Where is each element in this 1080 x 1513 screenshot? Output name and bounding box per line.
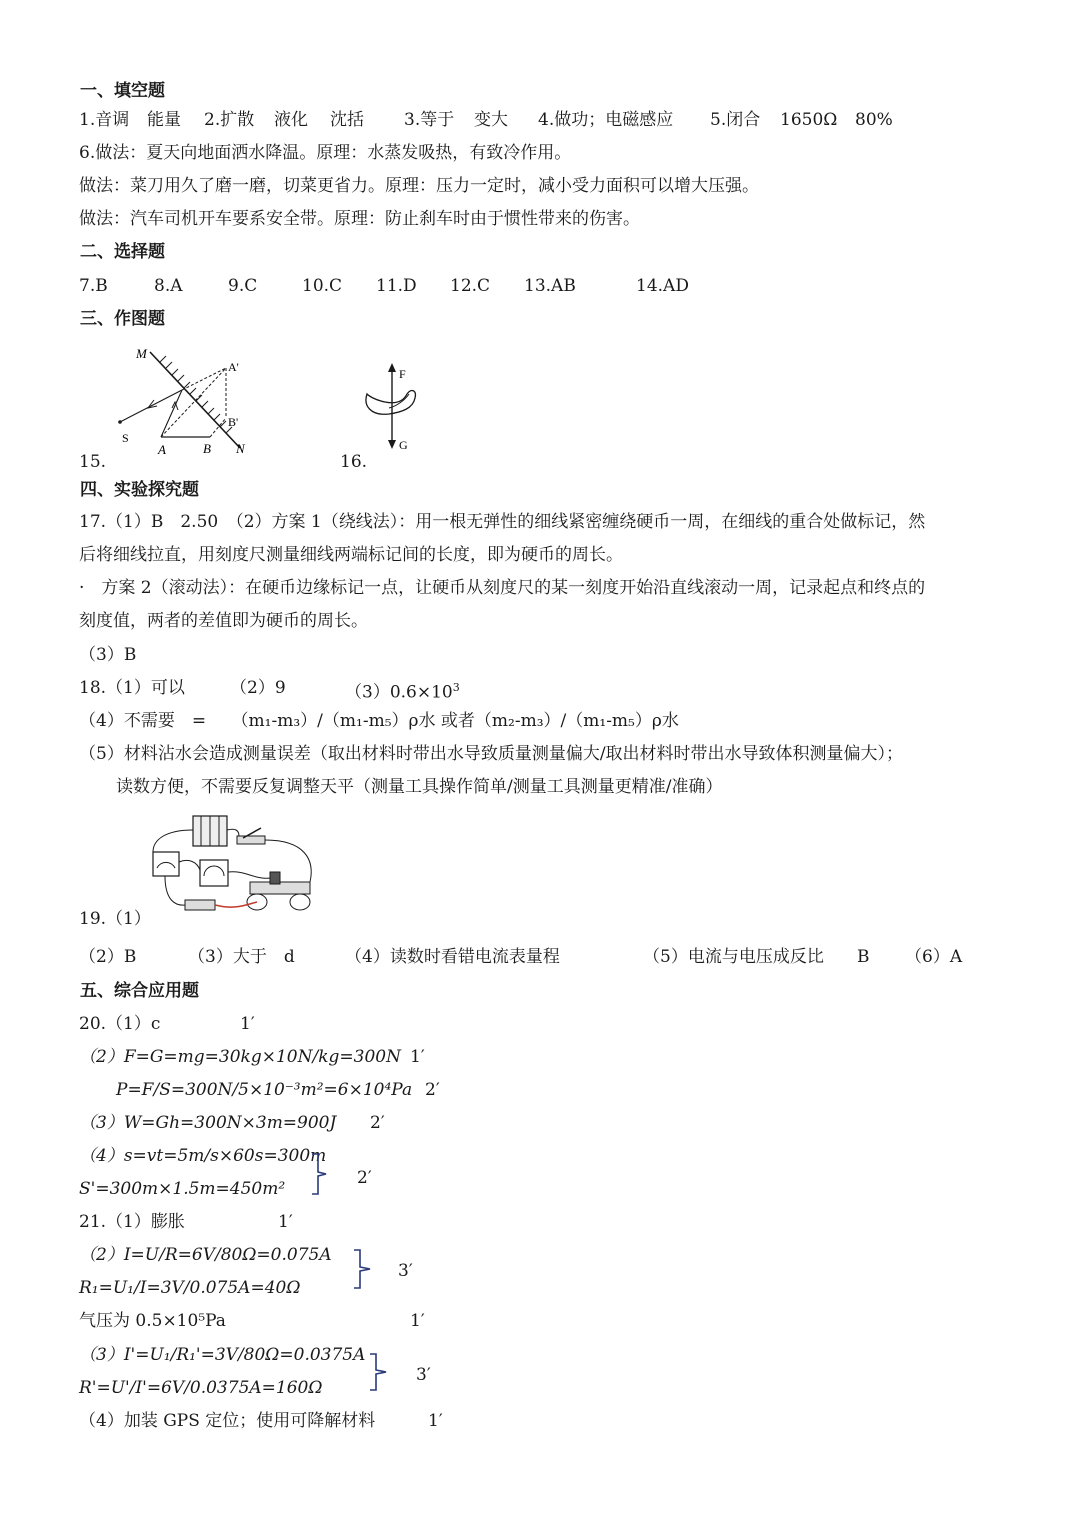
choice-10: 10.C [302,276,343,296]
choice-7: 7.B [79,276,108,296]
q20-score-2b: 2′ [425,1080,440,1100]
q21-line-1: 21.（1）膨胀 [79,1212,185,1232]
fill-line-6b: 做法：菜刀用久了磨一磨，切菜更省力。原理：压力一定时，减小受力面积可以增大压强。 [79,176,759,196]
q18-answer-1: 18.（1）可以 [79,678,185,698]
choice-12: 12.C [450,276,491,296]
answer-5a: 5.闭合 [710,110,761,130]
section-application-title: 五、综合应用题 [80,981,199,1001]
q17-line-1: 17.（1）B 2.50 （2）方案 1（绕线法）：用一根无弹性的细线紧密缠绕硬币一周，在细线的重合处做标记，然 [79,512,926,532]
q21-score-1: 1′ [278,1212,293,1232]
label-a-prime: A' [228,360,239,374]
answer-1a: 1.音调 [79,110,130,130]
q17-line-2: 后将细线拉直，用刻度尺测量细线两端标记间的长度，即为硬币的周长。 [79,545,623,565]
answer-3b: 变大 [474,110,508,130]
choice-11: 11.D [376,276,417,296]
q18-answer-2: （2）9 [230,678,286,698]
q19-answer-3: （3）大于 d [188,947,295,967]
answer-1b: 能量 [147,110,181,130]
q20-brace [310,1152,330,1196]
section-drawing-title: 三、作图题 [80,309,165,329]
question-16-label: 16. [340,452,368,472]
q21-score-3: 3′ [416,1365,431,1385]
q20-line-3: （3）W=Gh=300N×3m=900J [79,1113,337,1133]
figure-19-circuit-diagram [145,810,320,922]
answer-2a: 2.扩散 [204,110,255,130]
q17-line-4: 刻度值，两者的差值即为硬币的周长。 [79,611,368,631]
q20-score-2a: 1′ [410,1047,425,1067]
answer-2c: 沈括 [330,110,364,130]
answer-5c: 80% [855,110,893,130]
q19-answer-4: （4）读数时看错电流表量程 [345,947,560,967]
q19-answer-2: （2）B [79,947,137,967]
q21-line-2c: 气压为 0.5×10⁵Pa [79,1311,226,1331]
choice-14: 14.AD [636,276,689,296]
q18-line-2: （4）不需要 = （m₁-m₃）/（m₁-m₅）ρ水 或者（m₂-m₃）/（m₁-m₅）ρ水 [79,711,679,731]
q19-answer-5: （5）电流与电压成反比 [643,947,824,967]
q20-score-3: 2′ [370,1113,385,1133]
label-a: A [158,442,166,457]
label-s: S [122,431,129,445]
q18-line-4: 读数方便，不需要反复调整天平（测量工具操作简单/测量工具测量更精准/准确） [116,777,723,797]
section-choice-title: 二、选择题 [80,242,165,262]
q21-line-3a: （3）I'=U₁/R₁'=3V/80Ω=0.0375A [79,1345,366,1365]
q20-line-2a: （2）F=G=mg=30kg×10N/kg=300N [79,1047,401,1067]
q18-line-3: （5）材料沾水会造成测量误差（取出材料时带出水导致质量测量偏大/取出材料时带出水导致体积测量偏大）； [79,744,904,764]
q21-line-3b: R'=U'/I'=6V/0.0375A=160Ω [79,1378,323,1398]
answer-5b: 1650Ω [780,110,838,130]
q20-line-2b: P=F/S=300N/5×10⁻³m²=6×10⁴Pa [116,1080,413,1100]
q17-line-5: （3）B [79,645,137,665]
label-m: M [136,346,147,361]
label-b: B [203,441,211,456]
q20-score-1: 1′ [240,1014,255,1034]
q21-score-2c: 1′ [410,1311,425,1331]
q19-answer-5b: B [857,947,870,967]
q17-line-3: · 方案 2（滚动法）：在硬币边缘标记一点，让硬币从刻度尺的某一刻度开始沿直线滚动一周，记录起点和终点的 [79,578,926,598]
q21-score-2: 3′ [398,1261,413,1281]
q20-line-4b: S'=300m×1.5m=450m² [79,1179,286,1199]
q21-brace-2 [352,1248,374,1290]
q21-line-4: （4）加装 GPS 定位；使用可降解材料 [79,1411,376,1431]
q21-line-2b: R₁=U₁/I=3V/0.075A=40Ω [79,1278,301,1298]
q21-score-4: 1′ [428,1411,443,1431]
choice-8: 8.A [154,276,183,296]
answer-4: 4.做功；电磁感应 [538,110,674,130]
answer-2b: 液化 [274,110,308,130]
section-experiment-title: 四、实验探究题 [80,480,199,500]
q20-line-1: 20.（1）c [79,1014,161,1034]
label-f: F [399,367,406,381]
label-g: G [399,438,408,452]
label-n: N [236,441,245,456]
section-fill-title: 一、填空题 [80,81,165,101]
q19-line-1: 19.（1） [79,909,151,929]
q19-answer-6: （6）A [905,947,963,967]
q21-line-2a: （2）I=U/R=6V/80Ω=0.075A [79,1245,332,1265]
fill-line-6a: 6.做法：夏天向地面洒水降温。原理：水蒸发吸热，有致冷作用。 [79,143,572,163]
question-15-label: 15. [79,452,107,472]
figure-15-mirror-diagram [110,340,260,465]
choice-13: 13.AB [524,276,576,296]
figure-16-force-diagram [355,360,430,455]
fill-line-6c: 做法：汽车司机开车要系安全带。原理：防止刹车时由于惯性带来的伤害。 [79,209,640,229]
label-b-prime: B' [228,415,239,429]
answer-3a: 3.等于 [404,110,455,130]
choice-9: 9.C [228,276,258,296]
q21-brace-3 [368,1352,390,1392]
q18-answer-3: $(3)0.6\times 10^3$ [345,681,460,703]
q20-score-4: 2′ [357,1168,372,1188]
q20-line-4a: （4）s=vt=5m/s×60s=300m [79,1146,327,1166]
